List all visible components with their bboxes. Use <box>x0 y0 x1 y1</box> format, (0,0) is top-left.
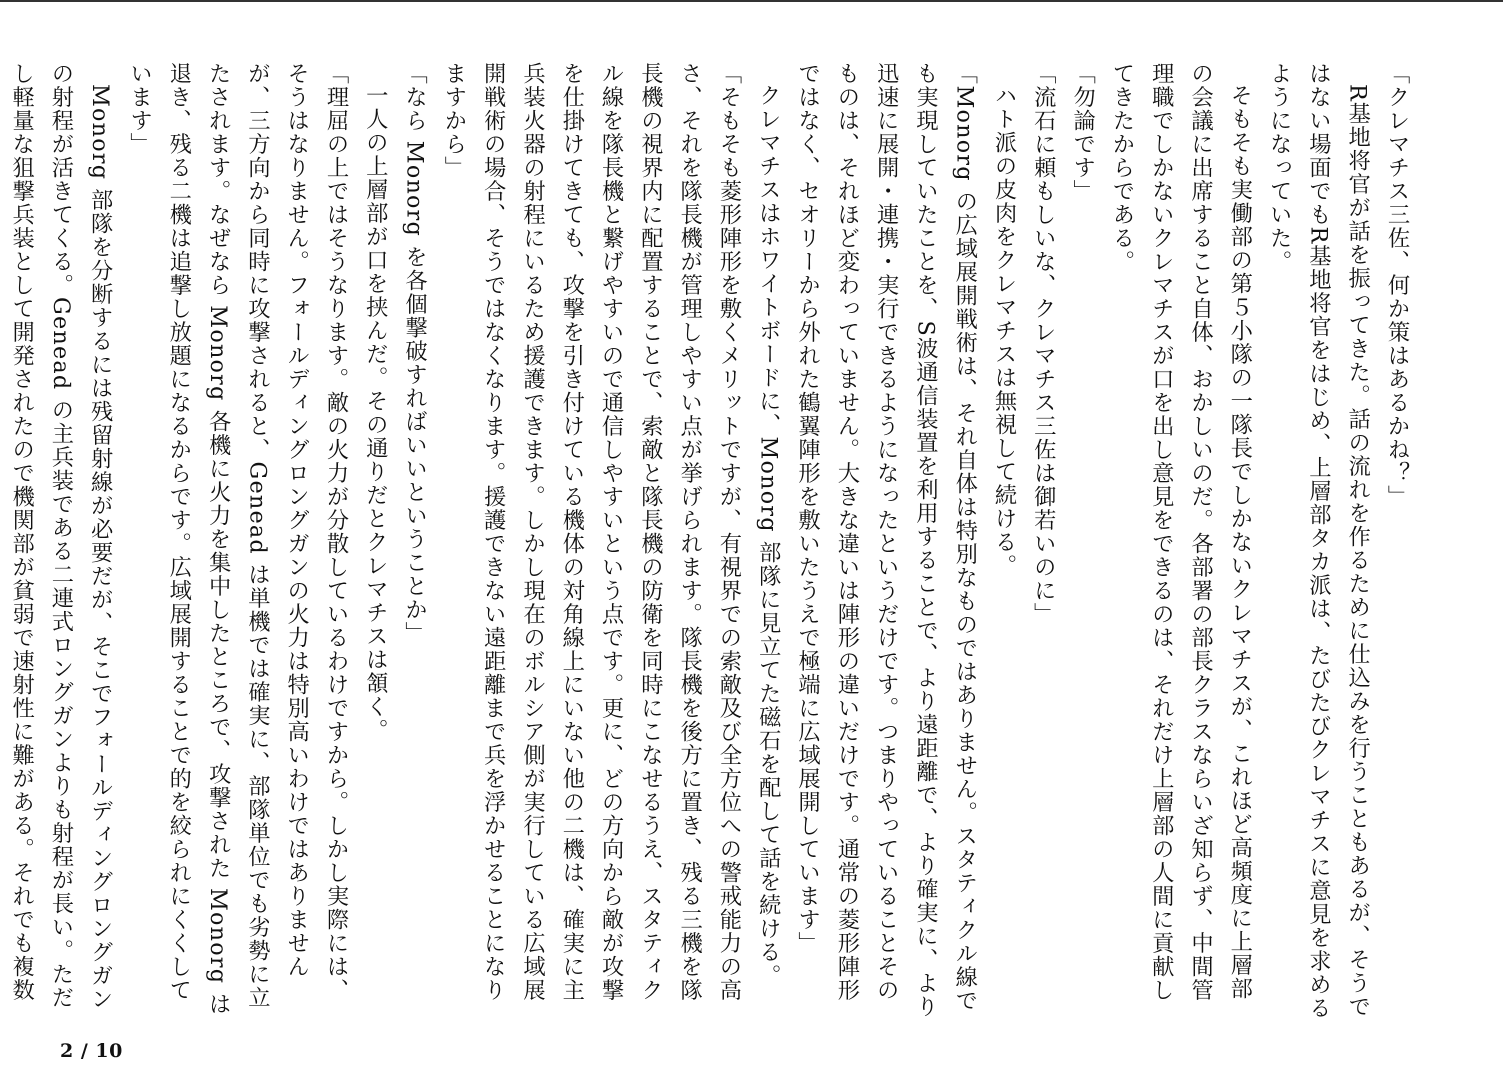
page-number: 2 / 10 <box>60 1040 123 1062</box>
paragraph: 「流石に頼もしいな、クレマチス三佐は御若いのに」 <box>1030 62 1057 626</box>
paragraph: Monorg 部隊を分断するには残留射線が必要だが、そこでフォールディングロングガンの射程が活きてくる。Genead の主兵装である二連式ロングガンよりも射程が長い。ただし軽量な狙撃兵装として開発されたので機関部が貧弱で速射性に難がある。それでも複数 <box>8 62 114 1012</box>
paragraph: 「そもそも菱形陣形を敷くメリットですが、有視界での索敵及び全方位への警戒能力の高さ、それを隊長機が管理しやすい点が挙げられます。隊長機を後方に置き、残る三機を隊長機の視界内に配置することで、索敵と隊長機の防衛を同時にこなせるうえ、スタティクル線を隊長機と繋げやすいので通信しやすいという点です。更に、どの方向から敵が攻撃を仕掛けてきても、攻撃を引き付けている機体の対角線上にいない他の二機は、確実に主兵装火器の射程にいるため援護できます。しかし現在のボルシア側が実行している広域展開戦術の場合、そうではなくなります。援護できない遠距離まで兵を浮かせることになりますから」 <box>440 62 742 1002</box>
paragraph: 「勿論です」 <box>1069 62 1096 203</box>
paragraph: そもそも実働部の第５小隊の一隊長でしかないクレマチスが、これほど高頻度に上層部の会議に出席すること自体、おかしいのだ。各部署の部長クラスならいざ知らず、中間管理職でしかないクレマチスが口を出し意見をできるのは、それだけ上層部の人間に貢献してきたからである。 <box>1108 62 1253 1002</box>
paragraph: 一人の上層部が口を挟んだ。その通りだとクレマチスは頷く。 <box>362 84 389 743</box>
paragraph: ハト派の皮肉をクレマチスは無視して続ける。 <box>991 84 1018 578</box>
vertical-text-body <box>8 62 1416 1024</box>
top-rule <box>0 0 1503 2</box>
paragraph: 「なら Monorg を各個撃破すればいいということか」 <box>401 62 428 645</box>
paragraph: R基地将官が話を振ってきた。話の流れを作るために仕込みを行うこともあるが、そうではない場面でもR基地将官をはじめ、上層部タカ派は、たびたびクレマチスに意見を求めるようになっていた。 <box>1266 62 1371 1020</box>
paragraph: 「Monorg の広域展開戦術は、それ自体は特別なものではありません。スタティクル線でも実現していたことを、S波通信装置を利用することで、より遠距離で、より確実に、より迅速に展開・連携・実行できるようになったというだけです。つまりやっていることそのものは、それほど変わっていません。大きな違いは陣形の違いだけです。通常の菱形陣形ではなく、セオリーから外れた鶴翼陣形を敷いたうえで極端に広域展開しています」 <box>794 62 978 1019</box>
paragraph: クレマチスはホワイトボードに、Monorg 部隊に見立てた磁石を配して話を続ける。 <box>755 84 782 988</box>
paragraph: 「理屈の上ではそうなります。敵の火力が分散しているわけですから。しかし実際には、そうはなりません。フォールディングロングガンの火力は特別高いわけではありませんが、三方向から同時に攻撃されると、Genead は単機では確実に、部隊単位でも劣勢に立たされます。なぜなら Monorg 各機に火力を集中したところで、攻撃された Monorg は退き、残る二機は追撃し放題になるからです。広域展開することで的を絞られにくくしています」 <box>126 62 349 1016</box>
paragraph: 「クレマチス三佐、何か策はあるかね？」 <box>1384 62 1410 509</box>
